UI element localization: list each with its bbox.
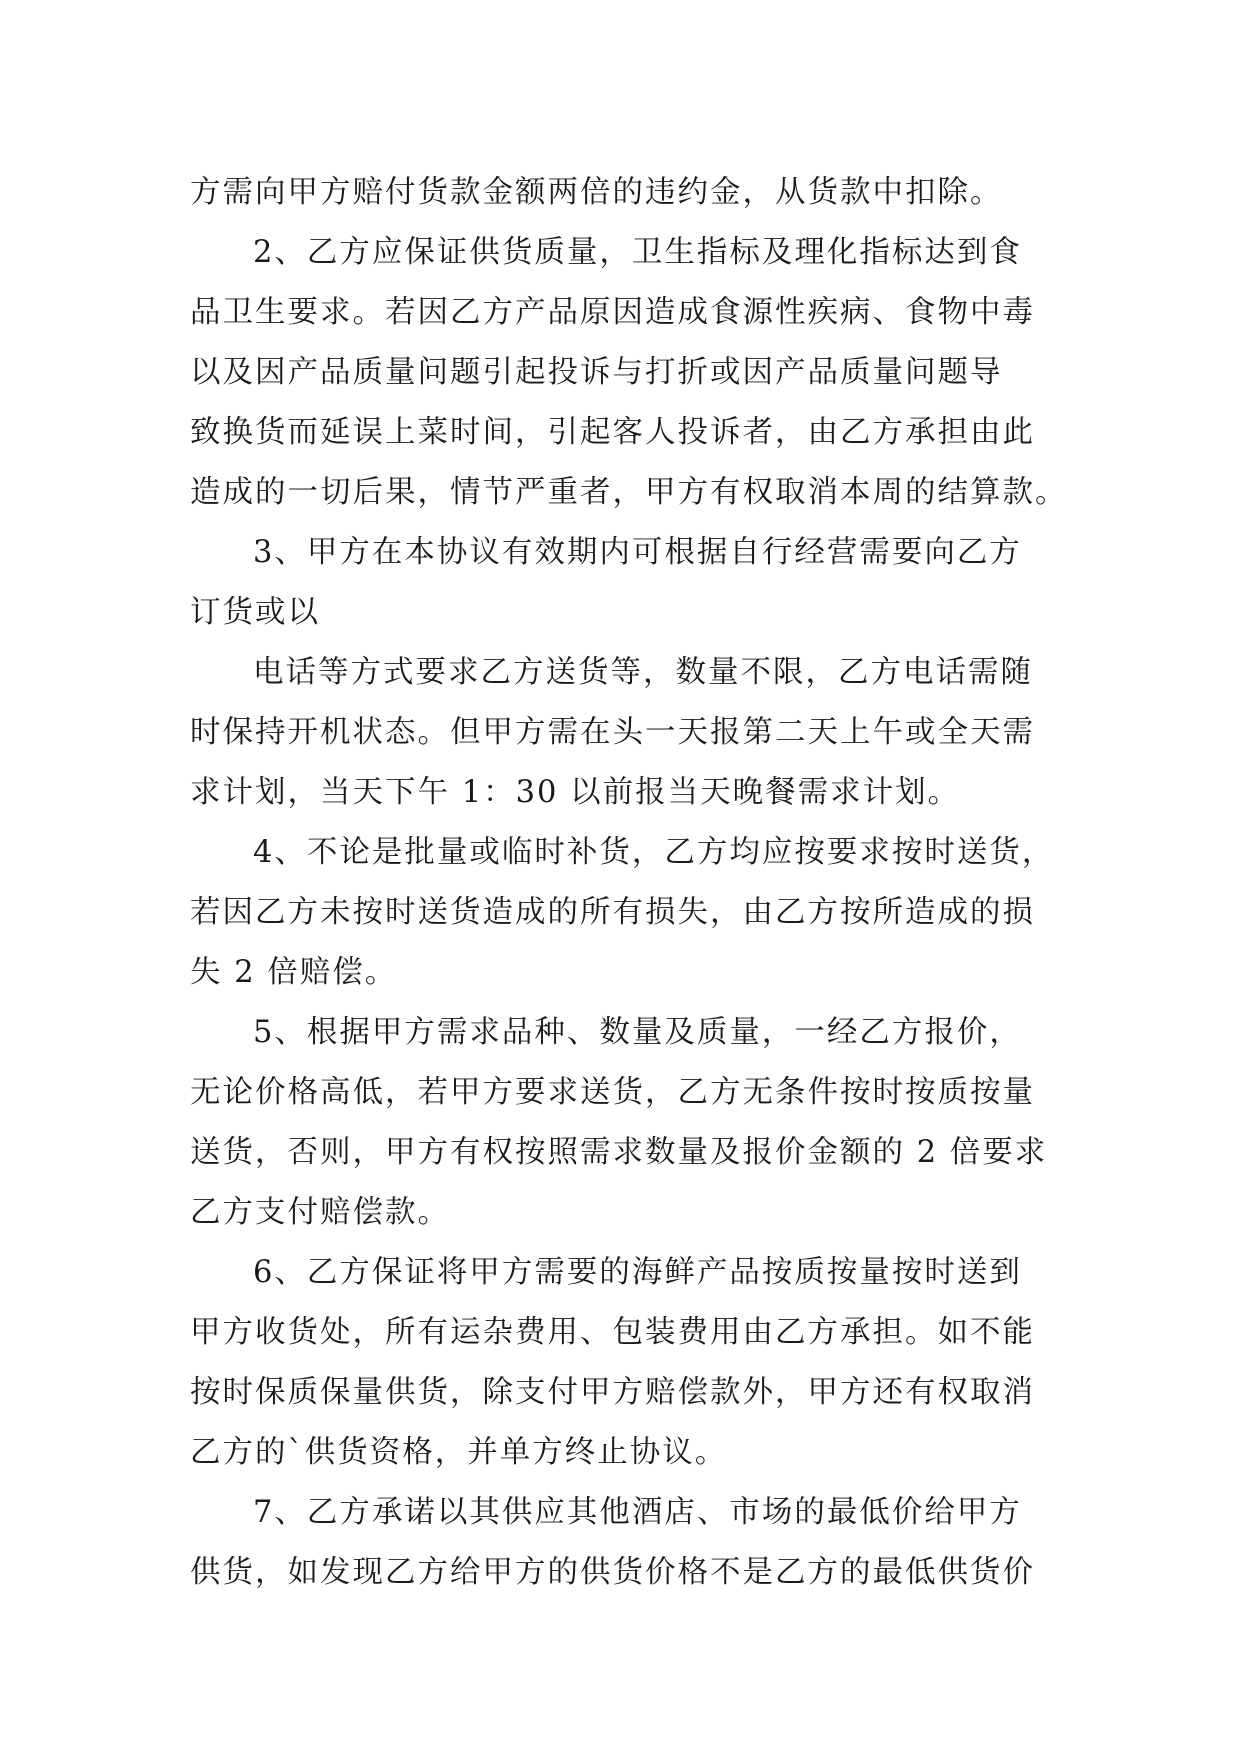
text-line: 甲方收货处，所有运杂费用、包装费用由乙方承担。如不能: [190, 1315, 1035, 1350]
text-line: 造成的一切后果，情节严重者，甲方有权取消本周的结算款。: [190, 475, 1068, 510]
text-line: 方需向甲方赔付货款金额两倍的违约金，从货款中扣除。: [190, 175, 1003, 210]
text-line: 供货，如发现乙方给甲方的供货价格不是乙方的最低供货价: [190, 1555, 1035, 1590]
text-line: 送货，否则，甲方有权按照需求数量及报价金额的 2 倍要求: [190, 1135, 1048, 1170]
text-line: 乙方支付赔偿款。: [190, 1195, 450, 1230]
text-line: 5、根据甲方需求品种、数量及质量，一经乙方报价，: [253, 1015, 1022, 1050]
document-body: [190, 163, 1068, 1603]
text-line: 求计划，当天下午 1：30 以前报当天晚餐需求计划。: [190, 775, 961, 810]
text-line: 4、不论是批量或临时补货，乙方均应按要求按时送货，: [253, 835, 1055, 870]
text-line: 3、甲方在本协议有效期内可根据自行经营需要向乙方: [253, 535, 1022, 570]
text-line: 按时保质保量供货，除支付甲方赔偿款外，甲方还有权取消: [190, 1375, 1035, 1410]
text-line: 订货或以: [190, 595, 320, 630]
text-line: 以及因产品质量问题引起投诉与打折或因产品质量问题导: [190, 355, 1003, 390]
text-line: 乙方的`供货资格，并单方终止协议。: [190, 1435, 728, 1470]
text-line: 致换货而延误上菜时间，引起客人投诉者，由乙方承担由此: [190, 415, 1035, 450]
text-line: 无论价格高低，若甲方要求送货，乙方无条件按时按质按量: [190, 1075, 1035, 1110]
text-line: 7、乙方承诺以其供应其他酒店、市场的最低价给甲方: [253, 1495, 1022, 1530]
text-line: 电话等方式要求乙方送货等，数量不限，乙方电话需随: [253, 655, 1033, 690]
text-line: 品卫生要求。若因乙方产品原因造成食源性疾病、食物中毒: [190, 295, 1035, 330]
text-line: 6、乙方保证将甲方需要的海鲜产品按质按量按时送到: [253, 1255, 1022, 1290]
text-line: 2、乙方应保证供货质量，卫生指标及理化指标达到食: [253, 235, 1022, 270]
text-line: 时保持开机状态。但甲方需在头一天报第二天上午或全天需: [190, 715, 1035, 750]
text-line: 失 2 倍赔偿。: [190, 955, 398, 990]
text-line: 若因乙方未按时送货造成的所有损失，由乙方按所造成的损: [190, 895, 1035, 930]
